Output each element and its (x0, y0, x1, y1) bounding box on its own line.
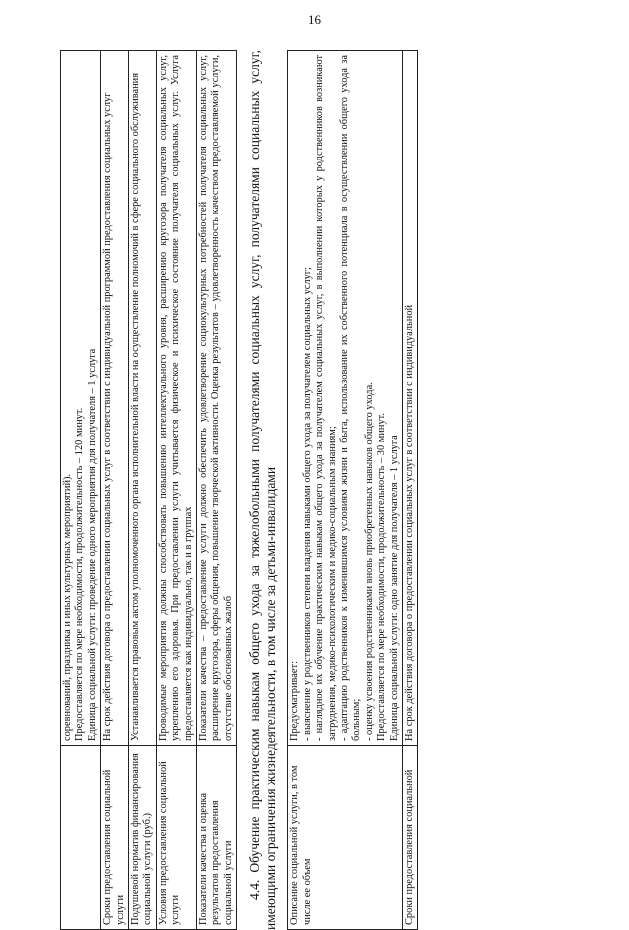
table-row (129, 51, 157, 930)
table-row (402, 51, 417, 930)
section-number: 4.4. (247, 879, 263, 900)
content-line: - оценку усвоения родственниками вновь приобретенных навыков общего ухода. (363, 382, 375, 741)
content-line: Единица социальной услуги: одно занятие для получателя – 1 услуга (388, 435, 400, 741)
section-heading (247, 50, 279, 930)
row-content: Проводимые мероприятия должны способствовать повышению интеллектуального уровня, расширению кругозора получателя социальных услуг, укреплению его здоровья. При предоставлении услуги учитывается физическое и психическое состояние получателя социальных услуг. Услуга предоставляется как индивидуально, так и в группах (156, 51, 196, 746)
table-row (101, 51, 129, 930)
content-line: - выяснение у родственников степени владения навыками общего ухода за получателем социальных услуг; (301, 267, 313, 741)
table-row (156, 51, 196, 930)
service-table-4-4 (287, 50, 418, 930)
row-content: Устанавливается правовым актом уполномоченного органа исполнительной власти на осуществление полномочий в сфере социального обслуживания (129, 51, 157, 746)
row-label: Условия предоставления социальной услуги (156, 746, 196, 930)
row-content (61, 51, 101, 746)
table-row (288, 51, 403, 930)
row-label: Сроки предоставления социальной услуги (101, 746, 129, 930)
content-line: Предоставляется по мере необходимости, продолжительность – 30 минут. (376, 412, 388, 741)
row-label: Подушевой норматив финансирования социальной услуги (руб.) (129, 746, 157, 930)
row-content: На срок действия договора о предоставлении социальных услуг в соответствии с индивидуальной (402, 51, 417, 746)
section-title: Обучение практическим навыкам общего ухода за тяжелобольными получателями социальных услуг, получателями социальных услуг, имеющими ограничения жизнедеятельности, в том числе за детьми-инвалидами (247, 50, 279, 930)
content-line: Единица социальной услуги: проведение одного мероприятия для получателя – 1 услуга (86, 348, 98, 741)
row-content: На срок действия договора о предоставлении социальных услуг в соответствии с индивидуальной программой предоставления социальных услуг (101, 51, 129, 746)
content-line: - адаптацию родственников к изменившимся условиям жизни и быта, использование их собственного потенциала в осуществлении общего ухода за больным; (338, 55, 363, 741)
content-line: Предусматривает: (289, 661, 301, 741)
content-line: - наглядное их обучение практическим навыкам общего ухода за получателем социальных услуг, в выполнении которых у родственников возникают затруднения, медико-психологическим и медико-социальным знаниям; (314, 55, 338, 741)
row-label: Показатели качества и оценка результатов предоставления социальной услуги (197, 746, 237, 930)
row-content: Показатели качества – предоставление услуги должно обеспечить удовлетворение социокультурных потребностей получателя социальных услуг, расширение кругозора, сферы общения, повышение творческой активности. Оценка результатов – удовлетворенность качеством предоставляемой услуги, отсутствие обоснованных жалоб (197, 51, 237, 746)
row-label (61, 746, 101, 930)
content-line: соревнований, праздника и иных культурных мероприятий). (62, 473, 73, 741)
row-label: Сроки предоставления социальной (402, 746, 417, 930)
row-content (288, 51, 403, 746)
content-line: Предоставляется по мере необходимости, продолжительность – 120 минут. (74, 407, 86, 741)
service-table-continued (60, 50, 237, 930)
table-row (197, 51, 237, 930)
table-row (61, 51, 101, 930)
row-label: Описание социальной услуги, в том числе ее объем (288, 746, 403, 930)
page-number: 16 (308, 12, 321, 27)
rotated-landscape-content (60, 50, 608, 930)
